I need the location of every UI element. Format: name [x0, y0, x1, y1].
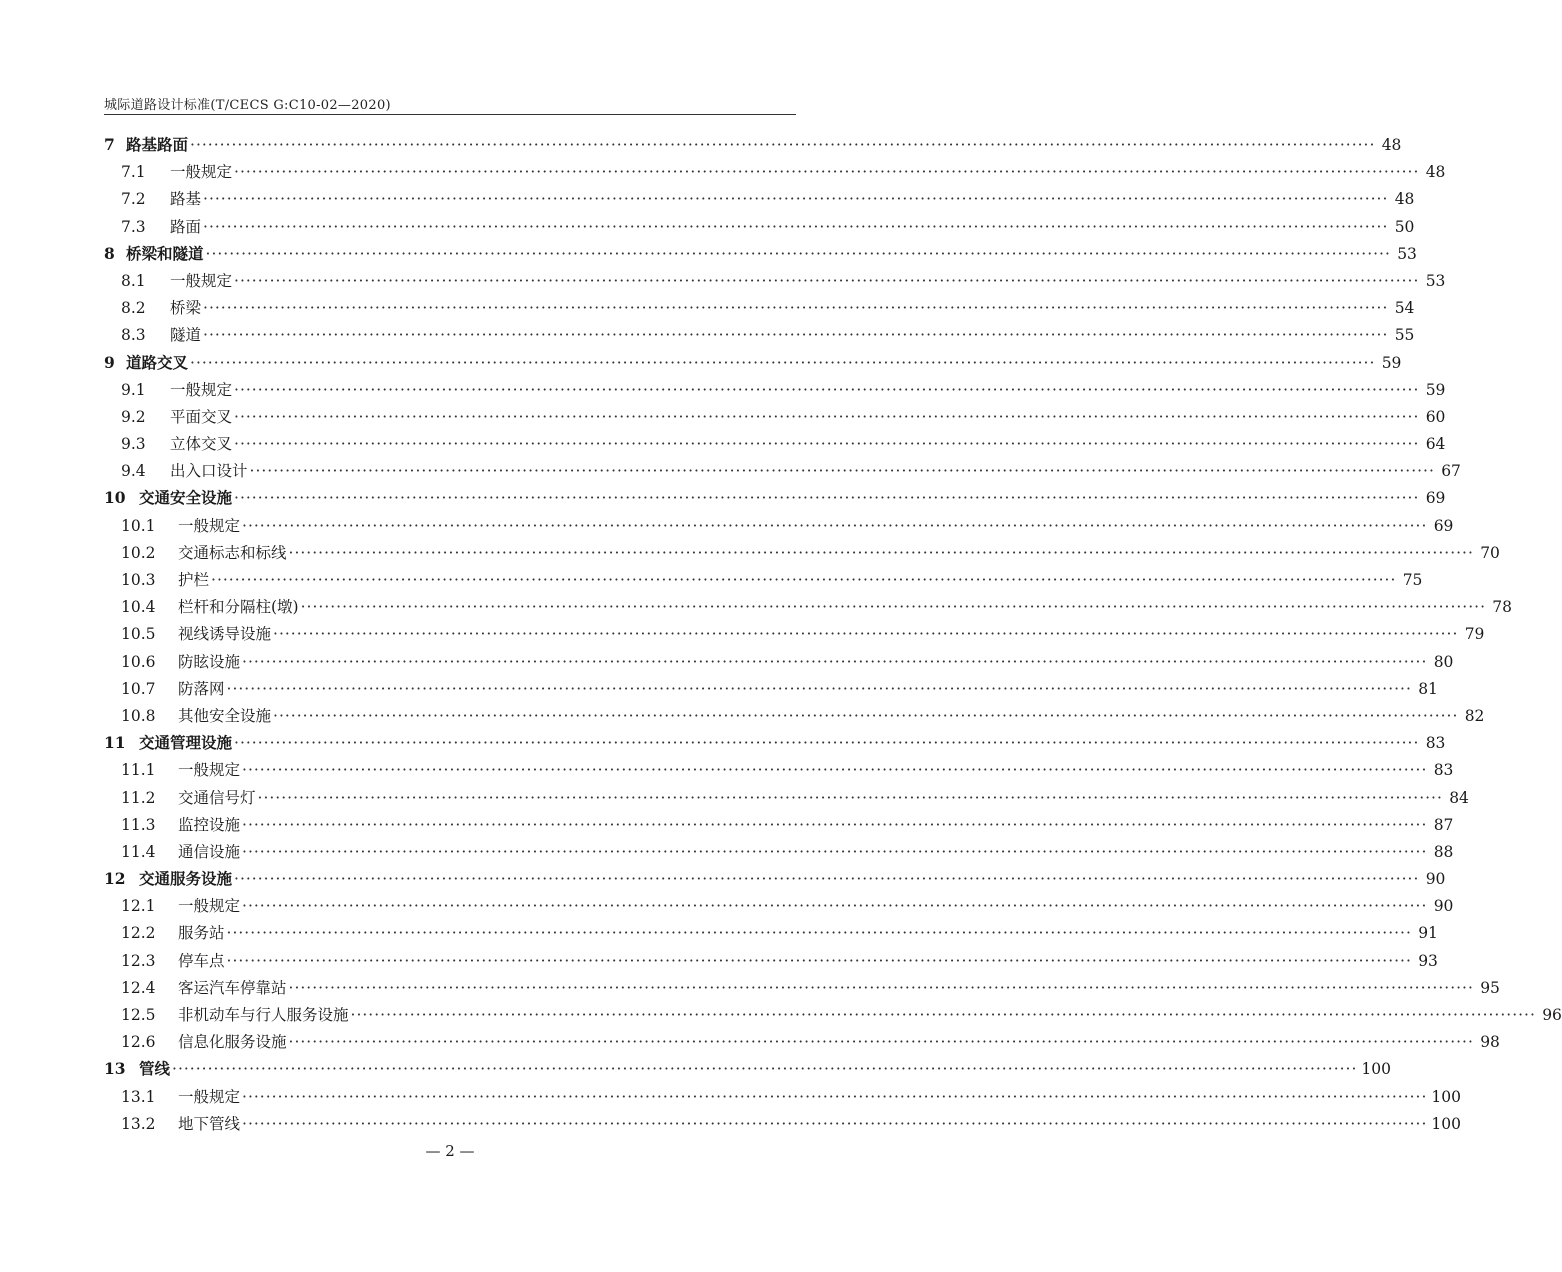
toc-entry-page: 53 [1425, 271, 1446, 290]
toc-section-entry[interactable] [104, 269, 1446, 296]
toc-entry-number: 8.3 [121, 326, 146, 345]
toc-dot-leader: ········································································································································································································ [234, 163, 1420, 182]
toc-entry-page: 75 [1402, 571, 1423, 589]
toc-section-entry[interactable] [104, 976, 1500, 1003]
toc-dot-leader: ········································································································································································································ [234, 870, 1420, 889]
toc-dot-leader: ········································································································································································································ [242, 652, 1428, 671]
toc-section-entry[interactable] [104, 432, 1446, 459]
toc-chapter-entry[interactable] [104, 731, 1446, 758]
toc-entry-number: 11 [104, 733, 126, 753]
toc-entry-page: 48 [1394, 190, 1415, 209]
toc-entry-number: 7.1 [121, 163, 146, 182]
toc-entry-page: 93 [1418, 951, 1438, 970]
toc-entry-page: 50 [1394, 217, 1415, 236]
toc-section-entry[interactable] [104, 677, 1438, 704]
toc-entry-page: 69 [1433, 516, 1454, 535]
toc-dot-leader: ········································································································································································································ [242, 516, 1428, 535]
toc-entry-title: 防眩设施 [178, 652, 241, 671]
toc-dot-leader: ········································································································································································································ [190, 136, 1376, 154]
toc-section-entry[interactable] [104, 786, 1469, 813]
toc-section-entry[interactable] [104, 514, 1454, 541]
toc-entry-number: 10.7 [121, 679, 156, 698]
toc-dot-leader: ········································································································································································································ [242, 1114, 1428, 1133]
toc-section-entry[interactable] [104, 323, 1415, 350]
toc-entry-number: 12 [104, 869, 126, 889]
toc-dot-leader: ········································································································································································································ [226, 679, 1412, 698]
toc-entry-title: 非机动车与行人服务设施 [178, 1006, 349, 1024]
toc-dot-leader: ········································································································································································································ [203, 190, 1389, 209]
toc-section-entry[interactable] [104, 405, 1446, 432]
toc-section-entry[interactable] [104, 921, 1438, 948]
toc-entry-title: 护栏 [178, 571, 210, 589]
toc-entry-title: 一般规定 [170, 163, 233, 182]
toc-dot-leader: ········································································································································································································ [234, 380, 1420, 399]
toc-dot-leader: ········································································································································································································ [249, 462, 1435, 481]
toc-entry-title: 交通标志和标线 [178, 543, 287, 562]
toc-dot-leader: ········································································································································································································ [234, 271, 1420, 290]
toc-dot-leader: ········································································································································································································ [234, 734, 1420, 753]
toc-entry-title: 路基路面 [126, 135, 189, 154]
toc-chapter-entry[interactable] [104, 242, 1417, 269]
toc-dot-leader: ········································································································································································································ [288, 543, 1474, 562]
toc-entry-number: 9 [104, 352, 115, 372]
toc-entry-title: 交通信号灯 [178, 788, 256, 807]
toc-entry-number: 7.3 [121, 217, 146, 236]
toc-entry-page: 55 [1394, 326, 1415, 345]
toc-section-entry[interactable] [104, 840, 1454, 867]
toc-entry-number: 12.6 [121, 1033, 156, 1052]
toc-entry-page: 83 [1425, 734, 1446, 753]
toc-entry-page: 81 [1418, 679, 1438, 698]
toc-section-entry[interactable] [104, 215, 1415, 242]
toc-entry-title: 交通管理设施 [139, 733, 233, 753]
toc-entry-number: 12.1 [121, 897, 156, 916]
toc-entry-number: 12.5 [121, 1006, 156, 1024]
toc-dot-leader: ········································································································································································································ [242, 761, 1428, 780]
toc-entry-number: 11.4 [121, 842, 156, 861]
toc-entry-title: 监控设施 [178, 815, 241, 834]
toc-entry-number: 9.2 [121, 407, 146, 426]
toc-chapter-entry[interactable] [104, 867, 1446, 894]
toc-entry-title: 一般规定 [178, 1087, 241, 1106]
toc-dot-leader: ········································································································································································································ [226, 951, 1412, 970]
toc-dot-leader: ········································································································································································································ [288, 1033, 1474, 1052]
toc-entry-title: 一般规定 [178, 516, 241, 535]
toc-entry-page: 84 [1449, 788, 1469, 807]
toc-entry-number: 13 [104, 1059, 126, 1079]
toc-entry-number: 13.2 [121, 1114, 156, 1133]
toc-dot-leader: ········································································································································································································ [242, 1087, 1428, 1106]
toc-entry-page: 64 [1425, 435, 1446, 454]
toc-entry-number: 11.2 [121, 788, 156, 807]
toc-dot-leader: ········································································································································································································ [203, 326, 1389, 345]
toc-entry-title: 通信设施 [178, 842, 241, 861]
toc-entry-number: 10.4 [121, 598, 156, 617]
toc-section-entry[interactable] [104, 296, 1415, 323]
toc-entry-page: 54 [1394, 299, 1415, 318]
toc-entry-number: 10.5 [121, 625, 156, 644]
toc-entry-page: 59 [1425, 380, 1446, 399]
toc-entry-page: 100 [1361, 1060, 1392, 1079]
toc-entry-page: 59 [1381, 353, 1402, 372]
toc-section-entry[interactable] [104, 894, 1454, 921]
toc-entry-number: 7 [104, 135, 115, 154]
toc-entry-number: 10.1 [121, 516, 156, 535]
toc-dot-leader: ········································································································································································································ [205, 244, 1391, 263]
toc-entry-page: 98 [1480, 1033, 1500, 1052]
toc-entry-number: 11.1 [121, 761, 156, 780]
toc-entry-number: 12.2 [121, 924, 156, 943]
toc-entry-number: 8.1 [121, 271, 146, 290]
toc-entry-title: 一般规定 [178, 761, 241, 780]
toc-section-entry[interactable] [104, 541, 1500, 568]
toc-dot-leader: ········································································································································································································ [190, 353, 1376, 372]
toc-entry-title: 立体交叉 [170, 435, 233, 454]
toc-dot-leader: ········································································································································································································ [172, 1060, 1358, 1079]
toc-entry-title: 一般规定 [170, 271, 233, 290]
toc-entry-title: 视线诱导设施 [178, 625, 272, 644]
toc-entry-title: 桥梁 [170, 299, 202, 318]
page-number: — 2 — [425, 1142, 475, 1160]
toc-entry-page: 79 [1464, 625, 1485, 644]
toc-entry-page: 90 [1425, 870, 1446, 889]
toc-entry-title: 停车点 [178, 951, 225, 970]
toc-entry-number: 9.3 [121, 435, 146, 454]
toc-dot-leader: ········································································································································································································ [257, 788, 1443, 807]
toc-entry-title: 桥梁和隧道 [126, 243, 204, 263]
toc-entry-page: 100 [1431, 1087, 1462, 1106]
toc-entry-title: 地下管线 [178, 1114, 241, 1133]
toc-entry-title: 一般规定 [170, 380, 233, 399]
toc-section-entry[interactable] [104, 1030, 1500, 1057]
toc-section-entry[interactable] [104, 187, 1415, 214]
toc-entry-number: 10.2 [121, 543, 156, 562]
toc-entry-page: 87 [1433, 815, 1454, 834]
toc-section-entry[interactable] [104, 650, 1454, 677]
toc-entry-page: 96 [1542, 1006, 1562, 1024]
toc-entry-page: 78 [1492, 598, 1513, 617]
toc-entry-title: 客运汽车停靠站 [178, 978, 287, 997]
toc-entry-title: 信息化服务设施 [178, 1033, 287, 1052]
toc-entry-page: 48 [1425, 163, 1446, 182]
toc-section-entry[interactable] [104, 704, 1485, 731]
toc-section-entry[interactable] [104, 568, 1423, 595]
toc-entry-title: 平面交叉 [170, 407, 233, 426]
toc-entry-number: 11.3 [121, 815, 156, 834]
toc-entry-title: 其他安全设施 [178, 706, 272, 725]
toc-entry-page: 70 [1480, 543, 1500, 562]
toc-dot-leader: ········································································································································································································ [234, 407, 1420, 426]
toc-entry-page: 83 [1433, 761, 1454, 780]
toc-entry-page: 67 [1441, 462, 1461, 481]
toc-section-entry[interactable] [104, 758, 1454, 785]
toc-entry-page: 88 [1433, 842, 1454, 861]
toc-entry-number: 7.2 [121, 190, 146, 209]
toc-dot-leader: ········································································································································································································ [203, 299, 1389, 318]
toc-entry-page: 82 [1464, 706, 1485, 725]
toc-section-entry[interactable] [104, 1085, 1462, 1112]
toc-dot-leader: ········································································································································································································ [203, 217, 1389, 236]
toc-entry-title: 路面 [170, 217, 202, 236]
toc-dot-leader: ········································································································································································································ [300, 598, 1487, 617]
toc-entry-title: 交通安全设施 [139, 488, 233, 508]
toc-entry-page: 95 [1480, 978, 1500, 997]
toc-chapter-entry[interactable] [104, 133, 1402, 160]
toc-dot-leader: ········································································································································································································ [234, 435, 1420, 454]
toc-entry-title: 一般规定 [178, 897, 241, 916]
toc-dot-leader: ········································································································································································································ [234, 489, 1420, 508]
toc-chapter-entry[interactable] [104, 351, 1402, 378]
toc-chapter-entry[interactable] [104, 1057, 1392, 1084]
toc-chapter-entry[interactable] [104, 486, 1446, 513]
toc-entry-number: 10 [104, 488, 126, 508]
toc-entry-number: 12.4 [121, 978, 156, 997]
toc-section-entry[interactable] [104, 459, 1461, 486]
toc-entry-title: 栏杆和分隔柱(墩) [178, 598, 299, 617]
toc-section-entry[interactable] [104, 595, 1513, 622]
toc-entry-page: 80 [1433, 652, 1454, 671]
toc-entry-page: 69 [1425, 489, 1446, 508]
toc-section-entry[interactable] [104, 378, 1446, 405]
toc-entry-title: 出入口设计 [170, 462, 248, 481]
toc-dot-leader: ········································································································································································································ [273, 625, 1459, 644]
toc-entry-title: 隧道 [170, 326, 202, 345]
toc-entry-page: 53 [1397, 244, 1417, 263]
toc-entry-title: 管线 [139, 1059, 171, 1079]
toc-section-entry[interactable] [104, 622, 1485, 649]
toc-dot-leader: ········································································································································································································ [288, 978, 1474, 997]
toc-entry-title: 路基 [170, 190, 202, 209]
toc-entry-number: 12.3 [121, 951, 156, 970]
toc-entry-number: 9.4 [121, 462, 146, 481]
toc-entry-page: 100 [1431, 1114, 1462, 1133]
toc-entry-page: 60 [1425, 407, 1446, 426]
toc-dot-leader: ········································································································································································································ [226, 924, 1412, 943]
toc-entry-number: 13.1 [121, 1087, 156, 1106]
toc-entry-number: 10.6 [121, 652, 156, 671]
toc-dot-leader: ········································································································································································································ [242, 897, 1428, 916]
toc-entry-page: 48 [1381, 136, 1402, 154]
toc-entry-page: 91 [1418, 924, 1438, 943]
toc-dot-leader: ········································································································································································································ [350, 1006, 1536, 1024]
toc-dot-leader: ········································································································································································································ [242, 842, 1428, 861]
table-of-contents [104, 133, 1562, 1139]
toc-entry-number: 10.8 [121, 706, 156, 725]
toc-entry-title: 防落网 [178, 679, 225, 698]
toc-dot-leader: ········································································································································································································ [242, 815, 1428, 834]
toc-section-entry[interactable] [104, 949, 1438, 976]
toc-entry-number: 9.1 [121, 380, 146, 399]
toc-dot-leader: ········································································································································································································ [273, 706, 1459, 725]
toc-entry-page: 90 [1433, 897, 1454, 916]
toc-entry-title: 服务站 [178, 924, 225, 943]
toc-dot-leader: ········································································································································································································ [211, 571, 1397, 589]
toc-section-entry[interactable] [104, 813, 1454, 840]
toc-entry-number: 8 [104, 243, 115, 263]
header-rule [104, 114, 796, 115]
toc-entry-number: 8.2 [121, 299, 146, 318]
toc-section-entry[interactable] [104, 1112, 1462, 1139]
toc-entry-title: 道路交叉 [126, 352, 189, 372]
toc-section-entry[interactable] [104, 1003, 1562, 1030]
toc-entry-number: 10.3 [121, 571, 156, 589]
toc-entry-title: 交通服务设施 [139, 869, 233, 889]
running-header: 城际道路设计标准(T/CECS G:C10-02—2020) [104, 98, 391, 113]
toc-section-entry[interactable] [104, 160, 1446, 187]
